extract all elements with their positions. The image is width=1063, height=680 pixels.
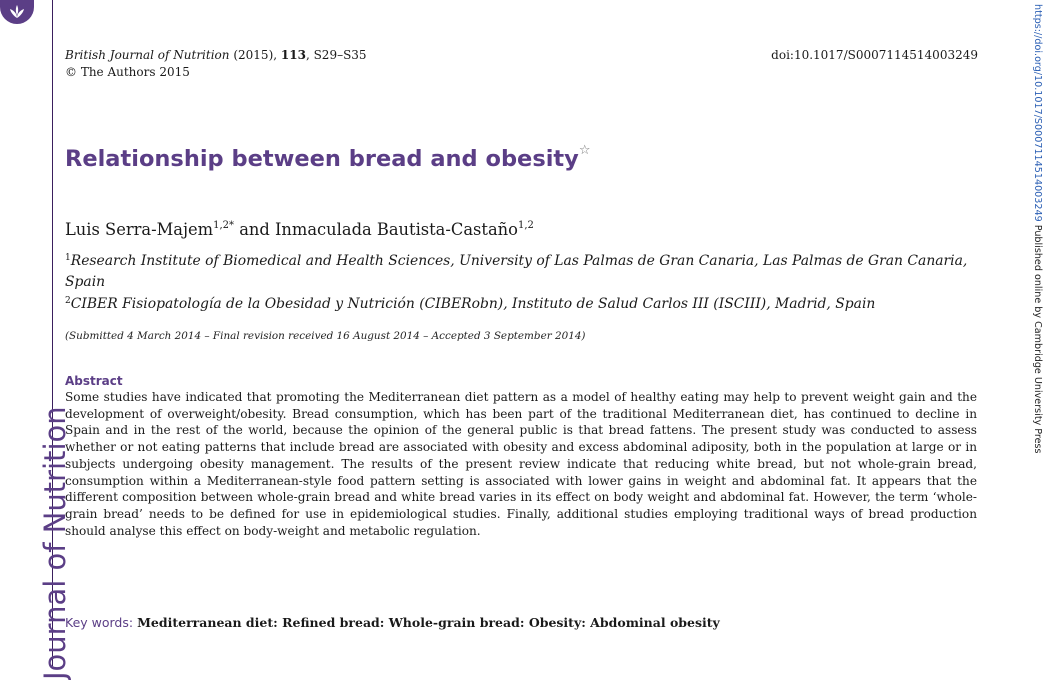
side-publisher-note: Published online by Cambridge University Press — [1032, 221, 1043, 454]
journal-side-label: Journal of Nutrition — [38, 406, 72, 680]
citation-volume: 113 — [280, 48, 306, 62]
author-connector: and — [234, 220, 275, 239]
keywords-list: Mediterranean diet: Refined bread: Whole-grain bread: Obesity: Abdominal obesity — [137, 615, 720, 630]
affiliation-2 — [65, 294, 995, 315]
author-name: Luis Serra-Majem — [65, 220, 214, 239]
author-affiliation-marks: 1,2* — [213, 220, 235, 231]
abstract-heading: Abstract — [65, 374, 123, 388]
article-title — [65, 143, 591, 172]
affiliation-number: 1 — [65, 253, 71, 263]
society-logo-icon — [0, 0, 34, 24]
affiliation-1 — [65, 251, 995, 293]
citation-pages: , S29–S35 — [305, 48, 367, 62]
citation-year: (2015), — [233, 48, 278, 62]
keywords-label: Key words: — [65, 615, 134, 630]
author-list — [65, 220, 534, 239]
title-footnote-mark: ☆ — [578, 143, 591, 158]
author-name: Inmaculada Bautista-Castaño — [274, 220, 518, 239]
side-doi-link[interactable]: https://doi.org/10.1017/S0007114514003249 — [1032, 4, 1043, 222]
submission-dates: (Submitted 4 March 2014 – Final revision received 16 August 2014 – Accepted 3 September 2014) — [65, 330, 586, 342]
article-title-text: Relationship between bread and obesity — [65, 146, 579, 172]
keywords-line — [65, 615, 720, 630]
citation-line — [65, 48, 367, 63]
journal-name: British Journal of Nutrition — [65, 48, 230, 62]
side-doi-note — [1032, 4, 1043, 454]
doi-label[interactable]: doi:10.1017/S0007114514003249 — [771, 48, 978, 62]
author-affiliation-marks: 1,2 — [517, 220, 534, 231]
affiliation-number: 2 — [65, 296, 71, 306]
copyright-line: © The Authors 2015 — [65, 65, 190, 79]
affiliation-text: Research Institute of Biomedical and Health Sciences, University of Las Palmas de Gran Canaria, Las Palmas de Gran Canaria, Spain — [65, 253, 968, 290]
abstract-text: Some studies have indicated that promoting the Mediterranean diet pattern as a model of healthy eating may help to prevent weight gain and the development of overweight/obesity. Bread consumption, which has been part of the traditional Mediterranean diet, has continued to decline in Spain and in the rest of the world, because the opinion of the general public is that bread fattens. The present study was conducted to assess whether or not eating patterns that include bread are associated with obesity and excess abdominal adiposity, both in the population at large or in subjects undergoing obesity management. The results of the present review indicate that reducing white bread, but not whole-grain bread, consumption within a Mediterranean-style food pattern setting is associated with lower gains in weight and abdominal fat. It appears that the different composition between whole-grain bread and white bread varies in its effect on body weight and abdominal fat. However, the term ‘whole-grain bread’ needs to be defined for use in epidemiological studies. Finally, additional studies employing traditional ways of bread production should analyse this effect on body-weight and metabolic regulation. — [65, 390, 977, 538]
affiliation-text: CIBER Fisiopatología de la Obesidad y Nutrición (CIBERobn), Instituto de Salud Carlos III (ISCIII), Madrid, Spain — [70, 296, 876, 312]
